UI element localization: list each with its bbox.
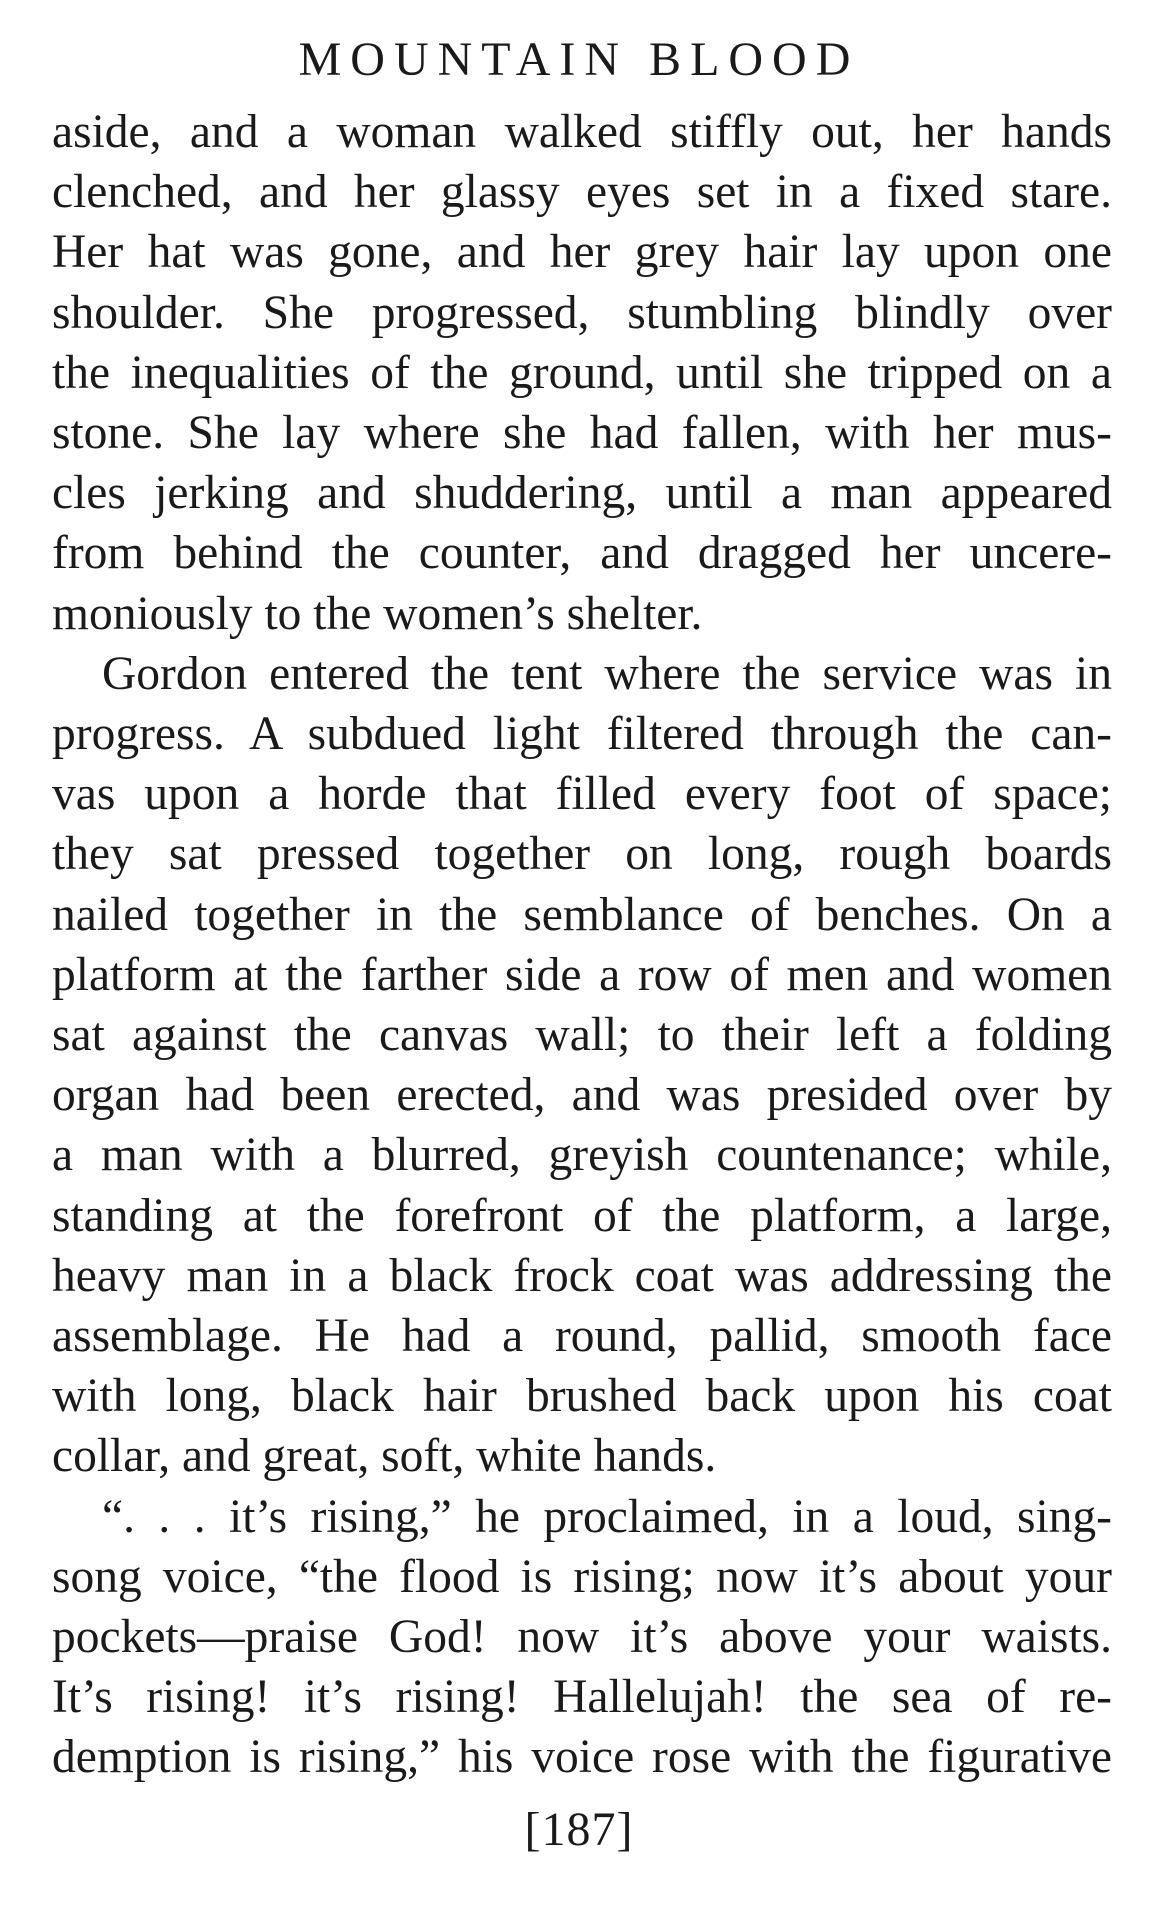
text-line: progress. A subdued light filtered through the can- bbox=[52, 708, 1112, 761]
text-line: aside, and a woman walked stiffly out, her hands bbox=[52, 106, 1112, 158]
text-line: moniously to the women’s shelter. bbox=[52, 587, 703, 640]
text-line: cles jerking and shuddering, until a man appeared bbox=[52, 467, 1112, 520]
text-line: It’s rising! it’s rising! Hallelujah! the sea of re- bbox=[52, 1671, 1112, 1724]
text-line: organ had been erected, and was presided over by bbox=[52, 1069, 1112, 1122]
text-line: stone. She lay where she had fallen, with her mus- bbox=[52, 407, 1112, 460]
text-line: a man with a blurred, greyish countenance; while, bbox=[52, 1129, 1112, 1182]
text-line: “. . . it’s rising,” he proclaimed, in a loud, sing- bbox=[102, 1490, 1112, 1543]
text-line: shoulder. She progressed, stumbling blindly over bbox=[52, 286, 1112, 339]
paragraph-1 bbox=[52, 102, 1112, 644]
running-head: MOUNTAIN BLOOD bbox=[298, 33, 860, 86]
text-line: heavy man in a black frock coat was addressing the bbox=[52, 1249, 1112, 1302]
text-line: pockets—praise God! now it’s above your waists. bbox=[52, 1611, 1112, 1664]
body-text bbox=[52, 102, 1112, 1788]
text-line: clenched, and her glassy eyes set in a fixed stare. bbox=[52, 166, 1112, 219]
text-line: assemblage. He had a round, pallid, smooth face bbox=[52, 1310, 1112, 1363]
page-number: [187] bbox=[524, 1803, 634, 1856]
text-line: they sat pressed together on long, rough boards bbox=[52, 828, 1112, 881]
text-line: the inequalities of the ground, until she tripped on a bbox=[52, 346, 1112, 399]
text-line: with long, black hair brushed back upon his coat bbox=[52, 1370, 1112, 1423]
text-line: standing at the forefront of the platform, a large, bbox=[52, 1189, 1112, 1242]
text-line: vas upon a horde that filled every foot of space; bbox=[52, 768, 1112, 821]
paragraph-2 bbox=[52, 644, 1112, 1487]
text-line: sat against the canvas wall; to their left a folding bbox=[52, 1009, 1112, 1062]
text-line: demption is rising,” his voice rose with the figurative bbox=[52, 1731, 1112, 1784]
text-line: Gordon entered the tent where the service was in bbox=[102, 647, 1112, 700]
text-line: collar, and great, soft, white hands. bbox=[52, 1430, 717, 1483]
text-line: platform at the farther side a row of men and women bbox=[52, 948, 1112, 1001]
text-line: Her hat was gone, and her grey hair lay upon one bbox=[52, 226, 1112, 279]
text-line: song voice, “the flood is rising; now it’s about your bbox=[52, 1550, 1112, 1603]
text-line: from behind the counter, and dragged her uncere- bbox=[52, 527, 1112, 580]
text-line: nailed together in the semblance of benches. On a bbox=[52, 888, 1112, 941]
paragraph-3 bbox=[52, 1487, 1112, 1788]
